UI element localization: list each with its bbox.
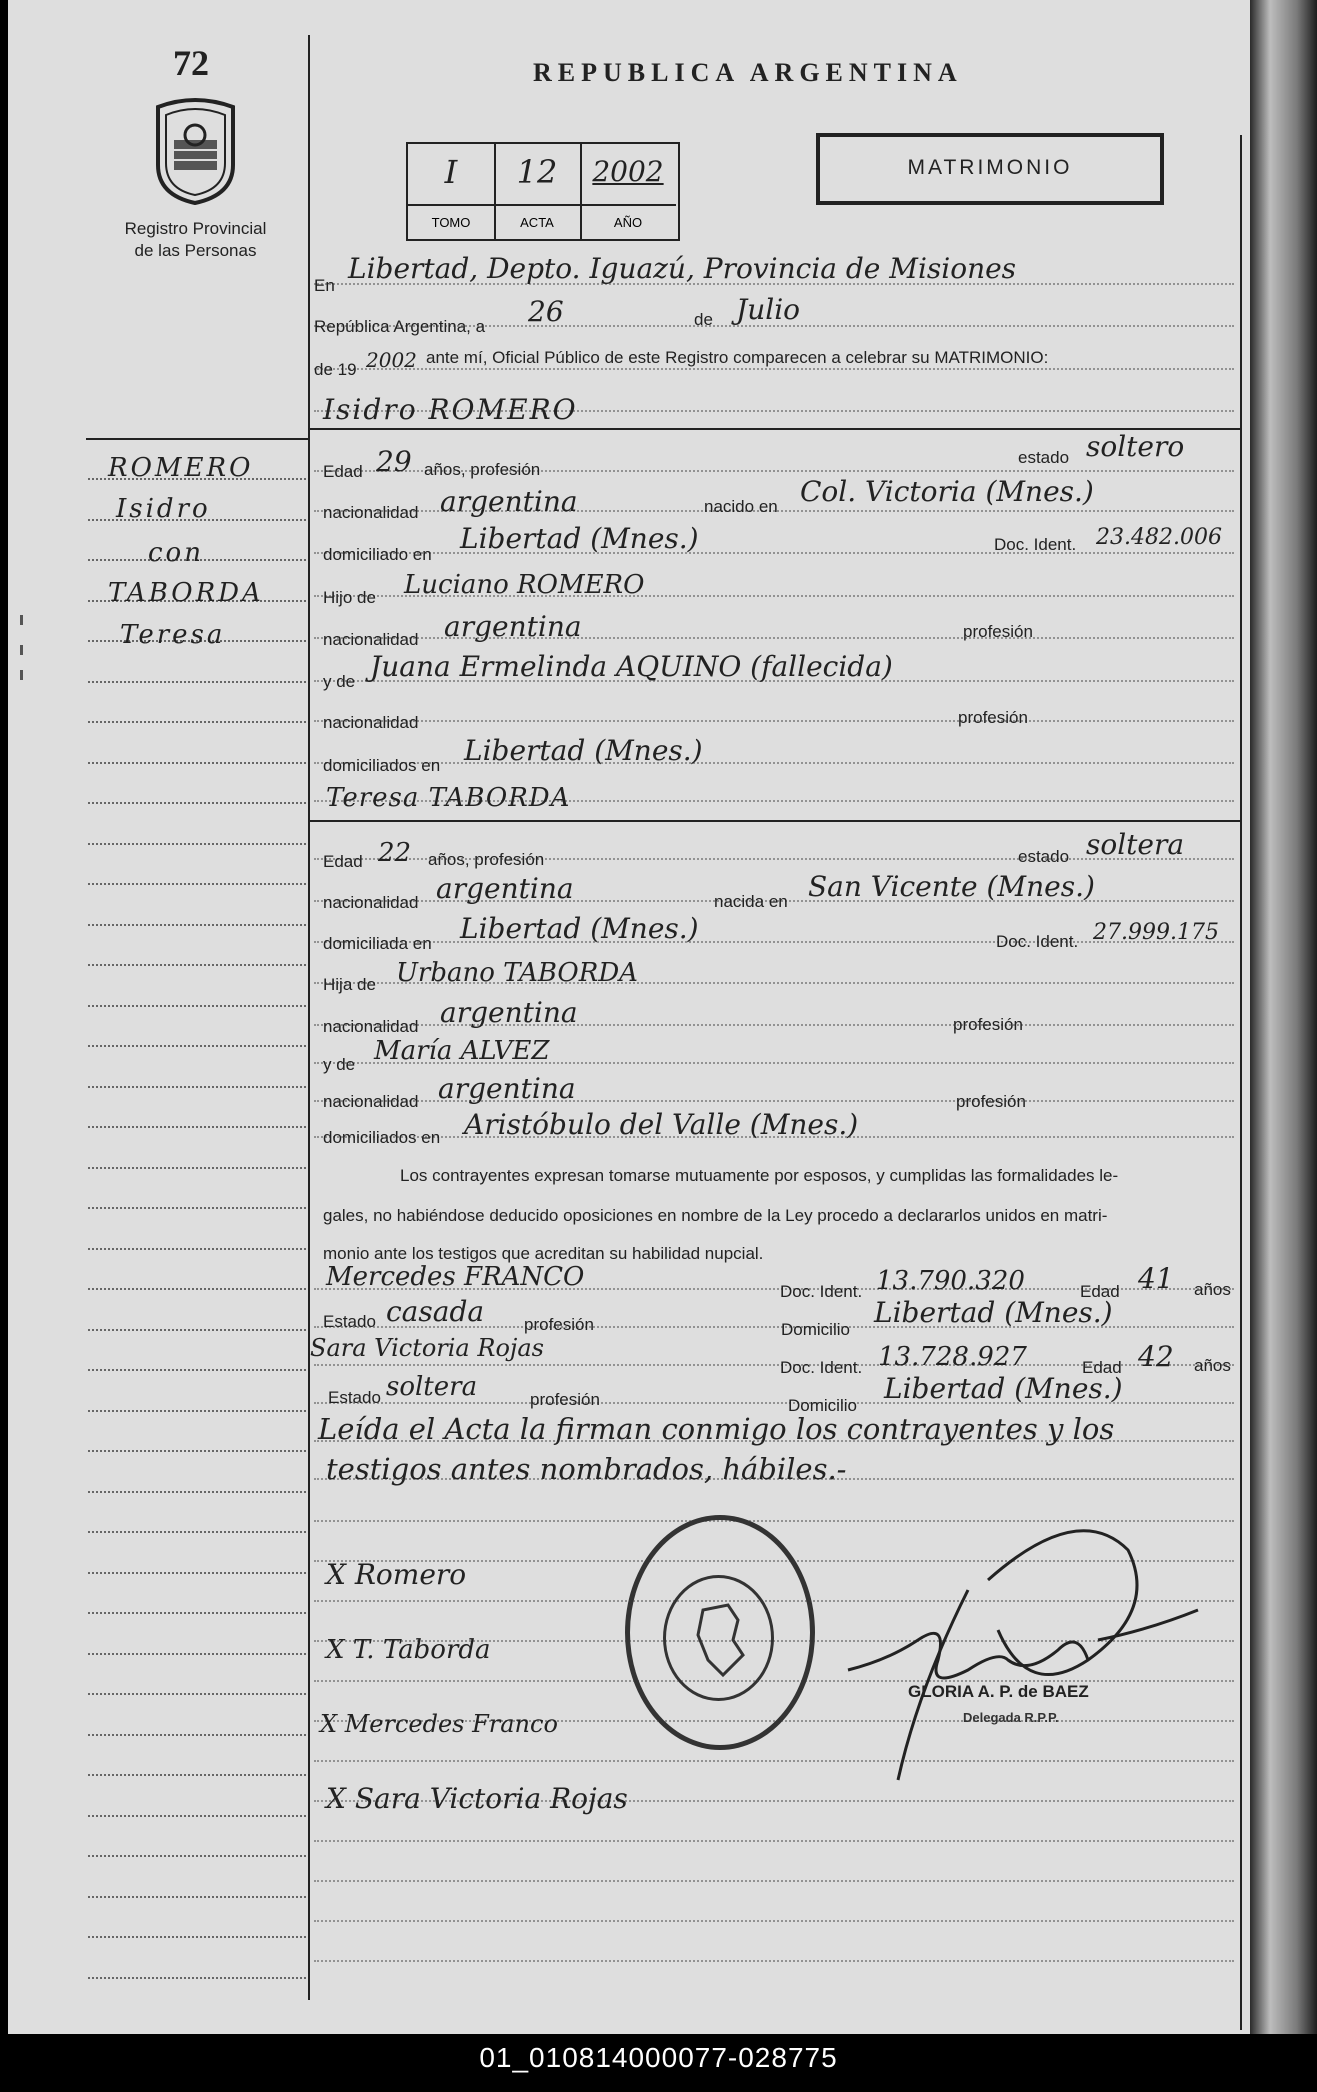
witness1-age: 41 bbox=[1138, 1262, 1174, 1295]
declaration-line-1: Los contrayentes expresan tomarse mutuamente por esposos, y cumplidas las formalidades le- bbox=[400, 1166, 1119, 1185]
witness2-estado: soltera bbox=[386, 1372, 478, 1402]
ano-value: 2002 bbox=[592, 155, 664, 188]
tomo-label: TOMO bbox=[408, 204, 496, 239]
margin-dotted-line bbox=[88, 1005, 306, 1007]
witness1-doc-label: Doc. Ident. bbox=[780, 1282, 863, 1301]
groom-father-nationality: argentina bbox=[444, 610, 582, 643]
bride-estado: soltera bbox=[1086, 828, 1185, 861]
margin-dotted-line bbox=[88, 1572, 306, 1574]
de-label: de bbox=[694, 310, 713, 329]
witness2-age: 42 bbox=[1138, 1340, 1174, 1373]
margin-bride-surname: TABORDA bbox=[108, 578, 264, 608]
groom-age: 29 bbox=[376, 445, 412, 478]
witness2-doc: 13.728.927 bbox=[878, 1342, 1027, 1372]
de-year-label: de 19 bbox=[314, 360, 357, 379]
signature-witness2: X Sara Victoria Rojas bbox=[326, 1782, 628, 1815]
registry-line-1: Registro Provincial bbox=[124, 219, 267, 238]
margin-dotted-line bbox=[88, 1693, 306, 1695]
provincial-seal-icon bbox=[148, 95, 243, 205]
margin-dotted-line bbox=[88, 843, 306, 845]
witness1-name: Mercedes FRANCO bbox=[326, 1262, 585, 1292]
witness2-domicile: Libertad (Mnes.) bbox=[884, 1372, 1123, 1405]
margin-dotted-line bbox=[88, 1167, 306, 1169]
footer-code: 01_010814000077-028775 bbox=[479, 2042, 838, 2073]
margin-dotted-line bbox=[88, 924, 306, 926]
bride-nac-label: nacionalidad bbox=[323, 893, 419, 912]
witness1-anos-label: años bbox=[1194, 1280, 1231, 1299]
witness1-doc: 13.790.320 bbox=[876, 1266, 1025, 1296]
bride-name: Teresa TABORDA bbox=[326, 783, 571, 813]
margin-dotted-line bbox=[88, 883, 306, 885]
ano-label: AÑO bbox=[580, 204, 676, 239]
bride-birthplace: San Vicente (Mnes.) bbox=[808, 870, 1095, 903]
registry-line-2: de las Personas bbox=[134, 241, 257, 260]
margin-dotted-line bbox=[88, 1207, 306, 1209]
acta-label: ACTA bbox=[494, 204, 582, 239]
margin-dotted-line bbox=[88, 721, 306, 723]
groom-estado: soltero bbox=[1086, 430, 1185, 463]
witness2-prof-label: profesión bbox=[530, 1390, 600, 1409]
margin-dotted-line bbox=[88, 1045, 306, 1047]
margin-dotted-line bbox=[88, 1734, 306, 1736]
margin-dotted-line bbox=[88, 1531, 306, 1533]
groom-doc: 23.482.006 bbox=[1096, 525, 1222, 550]
republica-label: República Argentina, a bbox=[314, 317, 486, 336]
groom-domicile: Libertad (Mnes.) bbox=[460, 522, 699, 555]
groom-parents-domicile: Libertad (Mnes.) bbox=[464, 734, 703, 767]
groom-edad-label: Edad bbox=[323, 462, 363, 481]
bride-hija-label: Hija de bbox=[323, 975, 376, 994]
tomo-value: I bbox=[444, 153, 458, 191]
margin-dotted-line bbox=[88, 1977, 306, 1979]
groom-dom-label: domiciliado en bbox=[323, 545, 432, 564]
body-dotted-line bbox=[314, 552, 1234, 554]
bride-prof-label: años, profesión bbox=[428, 850, 545, 869]
groom-prof-label: años, profesión bbox=[424, 460, 541, 479]
body-dotted-line bbox=[314, 720, 1234, 722]
page-number: 72 bbox=[173, 43, 209, 83]
margin-dotted-line bbox=[88, 1329, 306, 1331]
margin-dotted-line bbox=[88, 1855, 306, 1857]
groom-parents-dom-label: domiciliados en bbox=[323, 756, 441, 775]
margin-dotted-line bbox=[88, 1612, 306, 1614]
margin-dotted-line bbox=[88, 1369, 306, 1371]
closing-line-2: testigos antes nombrados, hábiles.- bbox=[326, 1452, 847, 1486]
groom-nac-label: nacionalidad bbox=[323, 503, 419, 522]
bride-father-nationality: argentina bbox=[440, 996, 578, 1029]
groom-hijo-label: Hijo de bbox=[323, 588, 376, 607]
bride-domicile: Libertad (Mnes.) bbox=[460, 912, 699, 945]
witness2-doc-label: Doc. Ident. bbox=[780, 1358, 863, 1377]
day-value: 26 bbox=[528, 295, 564, 328]
bride-mother-prof-label: profesión bbox=[956, 1092, 1026, 1111]
body-dotted-line bbox=[314, 1840, 1234, 1842]
bride-mother-nac-label: nacionalidad bbox=[323, 1092, 419, 1111]
bride-yde-label: y de bbox=[323, 1055, 356, 1074]
declaration-line-3: monio ante los testigos que acreditan su habilidad nupcial. bbox=[323, 1244, 764, 1263]
right-border bbox=[1240, 135, 1242, 2030]
declaration-line-2: gales, no habiéndose deducido oposiciones en nombre de la Ley procedo a declararlos unidos en matri- bbox=[323, 1206, 1108, 1225]
official-signature-mark bbox=[828, 1460, 1208, 1800]
witness2-dom-label: Domicilio bbox=[788, 1396, 857, 1415]
margin-dotted-line bbox=[88, 681, 306, 683]
witness1-estado: casada bbox=[386, 1295, 485, 1328]
margin-con: con bbox=[148, 538, 204, 568]
margin-dotted-line bbox=[88, 1491, 306, 1493]
bride-dom-label: domiciliada en bbox=[323, 934, 432, 953]
official-name: GLORIA A. P. de BAEZ bbox=[908, 1682, 1089, 1701]
bride-mother: María ALVEZ bbox=[374, 1036, 550, 1066]
groom-name: Isidro ROMERO bbox=[323, 393, 578, 426]
official-title: Delegada R.P.P. bbox=[963, 1710, 1059, 1725]
bride-father-prof-label: profesión bbox=[953, 1015, 1023, 1034]
witness1-estado-label: Estado bbox=[323, 1312, 376, 1331]
witness1-dom-label: Domicilio bbox=[781, 1320, 850, 1339]
groom-doc-label: Doc. Ident. bbox=[994, 535, 1077, 554]
margin-bride-given: Teresa bbox=[120, 620, 226, 650]
province-map-icon bbox=[683, 1600, 753, 1680]
margin-dotted-line bbox=[88, 762, 306, 764]
groom-father-nac-label: nacionalidad bbox=[323, 630, 419, 649]
closing-line-1: Leída el Acta la firman conmigo los contrayentes y los bbox=[318, 1412, 1115, 1446]
groom-father-prof-label: profesión bbox=[963, 622, 1033, 641]
bride-father: Urbano TABORDA bbox=[396, 958, 638, 988]
intro-text: ante mí, Oficial Público de este Registro comparecen a celebrar su MATRIMONIO: bbox=[426, 348, 1049, 367]
acta-value: 12 bbox=[516, 153, 558, 191]
signature-groom: X Romero bbox=[326, 1558, 467, 1591]
margin-dotted-line bbox=[88, 1896, 306, 1898]
margin-dotted-line bbox=[88, 1936, 306, 1938]
en-label: En bbox=[314, 276, 335, 295]
bride-father-nac-label: nacionalidad bbox=[323, 1017, 419, 1036]
witness2-name: Sara Victoria Rojas bbox=[310, 1334, 544, 1362]
book-edge bbox=[1250, 0, 1317, 2034]
margin-dotted-line bbox=[88, 1248, 306, 1250]
witness1-edad-label: Edad bbox=[1080, 1282, 1120, 1301]
registry-name bbox=[108, 218, 283, 262]
groom-father: Luciano ROMERO bbox=[404, 570, 645, 600]
margin-dotted-line bbox=[88, 1815, 306, 1817]
margin-divider bbox=[308, 35, 310, 2000]
bride-doc-label: Doc. Ident. bbox=[996, 932, 1079, 951]
bride-nationality: argentina bbox=[436, 872, 574, 905]
document-type: MATRIMONIO bbox=[816, 133, 1164, 205]
bride-parents-dom-label: domiciliados en bbox=[323, 1128, 441, 1147]
margin-dotted-line bbox=[88, 1086, 306, 1088]
groom-mother-nac-label: nacionalidad bbox=[323, 713, 419, 732]
groom-estado-label: estado bbox=[1018, 448, 1070, 467]
groom-yde-label: y de bbox=[323, 672, 356, 691]
bride-estado-label: estado bbox=[1018, 847, 1070, 866]
signature-bride: X T. Taborda bbox=[326, 1635, 491, 1665]
margin-dotted-line bbox=[88, 1410, 306, 1412]
groom-mother: Juana Ermelinda AQUINO (fallecida) bbox=[370, 650, 893, 683]
month-value: Julio bbox=[736, 293, 801, 326]
record-box bbox=[406, 142, 680, 241]
place-value: Libertad, Depto. Iguazú, Provincia de Misiones bbox=[348, 252, 1017, 285]
margin-dotted-line bbox=[88, 1774, 306, 1776]
margin-dotted-line bbox=[88, 964, 306, 966]
bride-parents-domicile: Aristóbulo del Valle (Mnes.) bbox=[464, 1108, 859, 1141]
document-page bbox=[8, 0, 1251, 2034]
margin-dotted-line bbox=[88, 1450, 306, 1452]
bride-doc: 27.999.175 bbox=[1093, 920, 1219, 945]
body-dotted-line bbox=[314, 1960, 1234, 1962]
margin-dotted-line bbox=[88, 802, 306, 804]
witness2-edad-label: Edad bbox=[1082, 1358, 1122, 1377]
bride-age: 22 bbox=[378, 838, 412, 868]
bride-edad-label: Edad bbox=[323, 852, 363, 871]
country-header: REPUBLICA ARGENTINA bbox=[533, 58, 963, 87]
groom-birthplace: Col. Victoria (Mnes.) bbox=[800, 475, 1094, 508]
bride-rule bbox=[310, 820, 1240, 822]
witness2-anos-label: años bbox=[1194, 1356, 1231, 1375]
witness2-estado-label: Estado bbox=[328, 1388, 381, 1407]
body-dotted-line bbox=[314, 762, 1234, 764]
groom-nationality: argentina bbox=[440, 485, 578, 518]
body-dotted-line bbox=[314, 1920, 1234, 1922]
body-dotted-line bbox=[314, 1880, 1234, 1882]
witness1-prof-label: profesión bbox=[524, 1315, 594, 1334]
margin-groom-given: Isidro bbox=[116, 494, 211, 524]
groom-nacido-label: nacido en bbox=[704, 497, 778, 516]
margin-dotted-line bbox=[88, 1288, 306, 1290]
margin-groom-surname: ROMERO bbox=[108, 453, 254, 483]
body-dotted-line bbox=[314, 368, 1234, 370]
margin-top-rule bbox=[86, 438, 308, 440]
year-value: 2002 bbox=[366, 348, 417, 372]
groom-mother-prof-label: profesión bbox=[958, 708, 1028, 727]
margin-dotted-line bbox=[88, 1126, 306, 1128]
bride-mother-nationality: argentina bbox=[438, 1072, 576, 1105]
signature-witness1: X Mercedes Franco bbox=[320, 1710, 558, 1738]
witness1-domicile: Libertad (Mnes.) bbox=[874, 1296, 1113, 1329]
margin-dotted-line bbox=[88, 1653, 306, 1655]
bride-nacida-label: nacida en bbox=[714, 892, 788, 911]
